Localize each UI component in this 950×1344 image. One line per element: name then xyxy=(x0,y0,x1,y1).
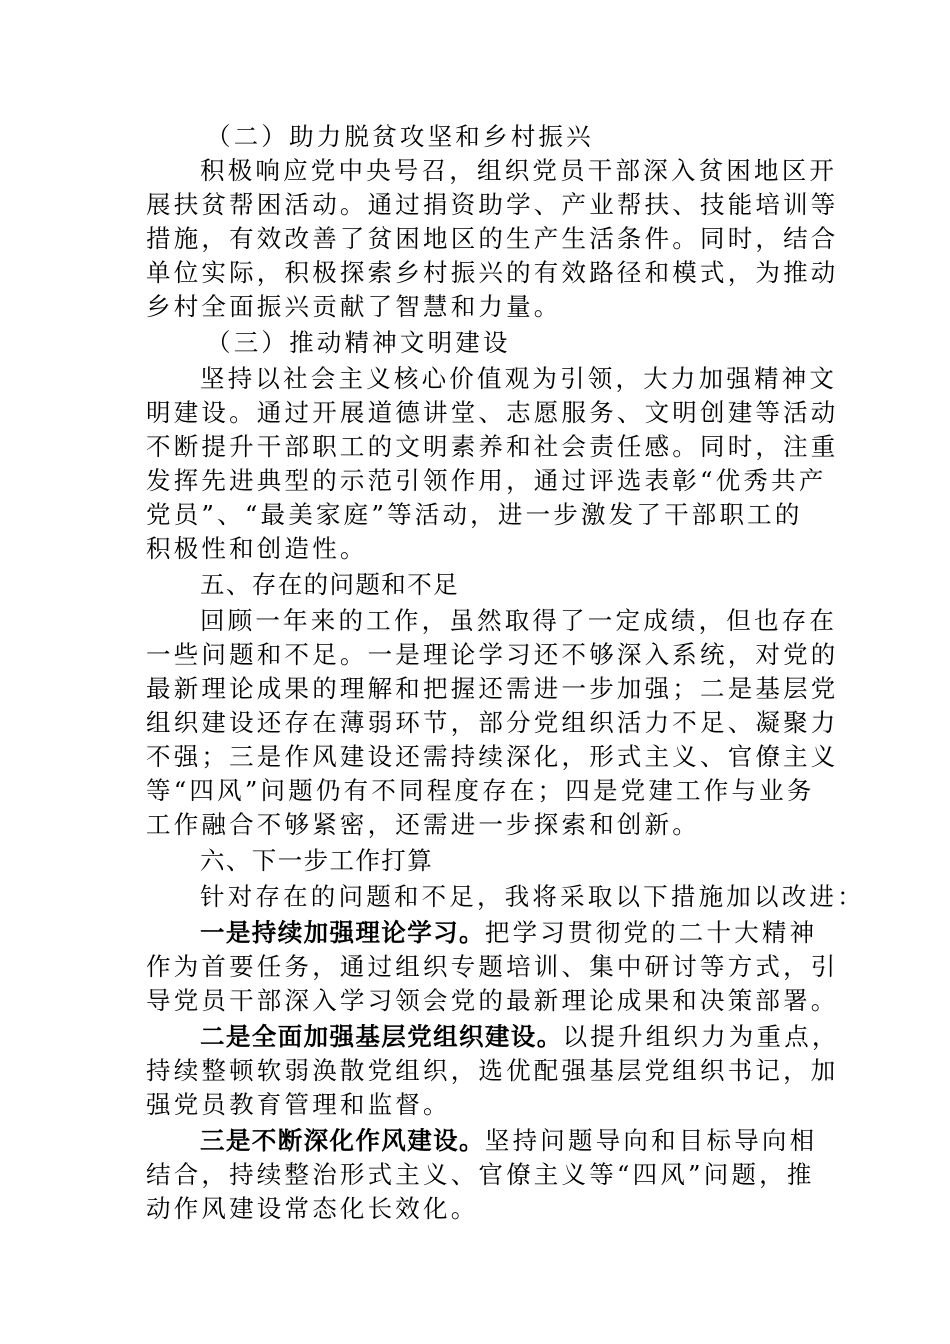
plan-item-1-first-line xyxy=(200,916,817,950)
paragraph-line: 坚持以社会主义核心价值观为引领，大力加强精神文 xyxy=(200,364,838,393)
plan-item-3-lead: 三是不断深化作风建设。 xyxy=(200,1126,485,1155)
paragraph-line: 组织建设还存在薄弱环节，部分党组织活力不足、凝聚力 xyxy=(146,708,839,737)
section-heading-civilization: （三）推动精神文明建设 xyxy=(206,328,511,357)
plan-item-2-first-line xyxy=(200,1020,840,1054)
section-heading-plans: 六、下一步工作打算 xyxy=(200,846,434,875)
paragraph-line: 发挥先进典型的示范引领作用，通过评选表彰“优秀共产 xyxy=(146,466,827,495)
paragraph-line: 回顾一年来的工作，虽然取得了一定成绩，但也存在 xyxy=(200,606,838,635)
paragraph-line: 结合，持续整治形式主义、官僚主义等“四风”问题，推 xyxy=(146,1160,815,1189)
paragraph-line: 最新理论成果的理解和把握还需进一步加强；二是基层党 xyxy=(146,674,839,703)
paragraph-line: 持续整顿软弱涣散党组织，选优配强基层党组织书记，加 xyxy=(146,1056,839,1085)
paragraph-line: 措施，有效改善了贫困地区的生产生活条件。同时，结合 xyxy=(146,224,839,253)
plan-item-1-lead: 一是持续加强理论学习。 xyxy=(200,918,485,947)
plan-item-1-text: 把学习贯彻党的二十大精神 xyxy=(484,918,818,947)
paragraph-line: 导党员干部深入学习领会党的最新理论成果和决策部署。 xyxy=(146,986,839,1015)
plan-item-3-text: 坚持问题导向和目标导向相 xyxy=(484,1126,818,1155)
paragraph-line: 明建设。通过开展道德讲堂、志愿服务、文明创建等活动 xyxy=(146,398,839,427)
paragraph-line: 一些问题和不足。一是理论学习还不够深入系统，对党的 xyxy=(146,640,839,669)
section-heading-poverty: （二）助力脱贫攻坚和乡村振兴 xyxy=(206,122,594,151)
paragraph-line: 单位实际，积极探索乡村振兴的有效路径和模式，为推动 xyxy=(146,258,839,287)
paragraph-line: 积极性和创造性。 xyxy=(146,534,368,563)
paragraph-line: 党员”、“最美家庭”等活动，进一步激发了干部职工的 xyxy=(146,500,803,529)
paragraph-line: 不强；三是作风建设还需持续深化，形式主义、官僚主义 xyxy=(146,742,839,771)
paragraph-line: 动作风建设常态化长效化。 xyxy=(146,1194,479,1223)
paragraph-line: 工作融合不够紧密，还需进一步探索和创新。 xyxy=(146,810,700,839)
paragraph-line: 等“四风”问题仍有不同程度存在；四是党建工作与业务 xyxy=(146,776,815,805)
plan-item-3-first-line xyxy=(200,1124,817,1158)
paragraph-line: 积极响应党中央号召，组织党员干部深入贫困地区开 xyxy=(200,156,838,185)
plan-item-2-lead: 二是全面加强基层党组织建设。 xyxy=(200,1022,563,1051)
paragraph-line: 作为首要任务，通过组织专题培训、集中研讨等方式，引 xyxy=(146,952,839,981)
paragraph-line: 乡村全面振兴贡献了智慧和力量。 xyxy=(146,292,562,321)
paragraph-line: 针对存在的问题和不足，我将采取以下措施加以改进： xyxy=(200,882,865,911)
paragraph-line: 不断提升干部职工的文明素养和社会责任感。同时，注重 xyxy=(146,432,839,461)
plan-item-2-text: 以提升组织力为重点， xyxy=(562,1022,840,1051)
section-heading-problems: 五、存在的问题和不足 xyxy=(200,570,459,599)
paragraph-line: 展扶贫帮困活动。通过捐资助学、产业帮扶、技能培训等 xyxy=(146,190,839,219)
paragraph-line: 强党员教育管理和监督。 xyxy=(146,1090,451,1119)
